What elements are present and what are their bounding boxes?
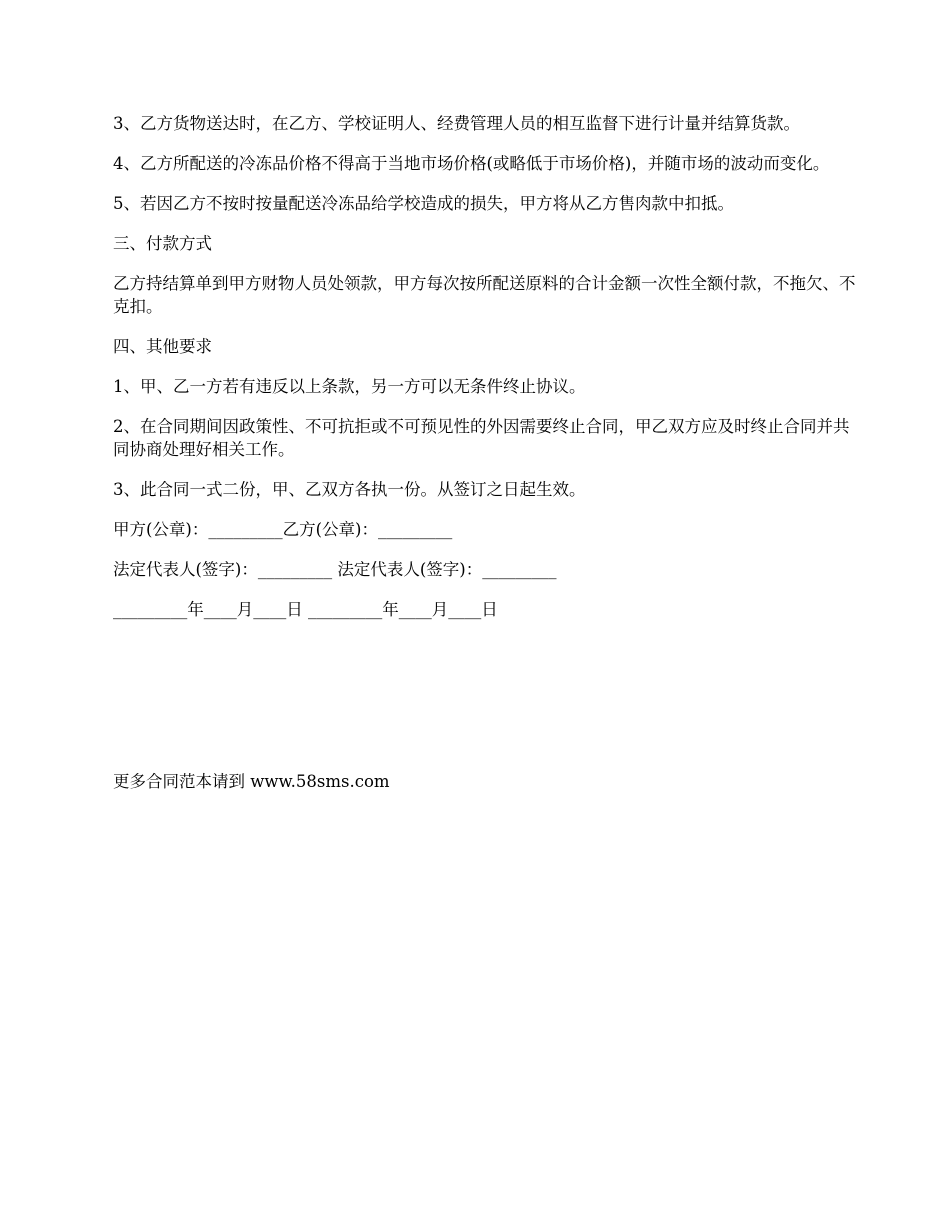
section-other-title: 四、其他要求	[113, 337, 212, 356]
clause-pricing: 4、乙方所配送的冷冻品价格不得高于当地市场价格(或略低于市场价格)，并随市场的波动而变化。	[113, 154, 830, 173]
clause-delivery-settlement: 3、乙方货物送达时，在乙方、学校证明人、经费管理人员的相互监督下进行计量并结算货款。	[113, 114, 800, 133]
clause-losses: 5、若因乙方不按时按量配送冷冻品给学校造成的损失，甲方将从乙方售肉款中扣抵。	[113, 194, 734, 213]
contract-body	[113, 112, 858, 638]
representative-line: 法定代表人(签字)：_________ 法定代表人(签字)：_________	[113, 560, 557, 579]
seal-line: 甲方(公章)：_________乙方(公章)：_________	[113, 520, 453, 539]
other-item-copies: 3、此合同一式二份，甲、乙双方各执一份。从签订之日起生效。	[113, 480, 586, 499]
section-payment-title: 三、付款方式	[113, 234, 212, 253]
other-item-force-majeure: 2、在合同期间因政策性、不可抗拒或不可预见性的外因需要终止合同，甲乙双方应及时终止合同并共同协商处理好相关工作。	[113, 417, 850, 459]
other-item-termination: 1、甲、乙一方若有违反以上条款，另一方可以无条件终止协议。	[113, 377, 586, 396]
footer-note: 更多合同范本请到 www.58sms.com	[113, 772, 390, 791]
section-payment-body: 乙方持结算单到甲方财物人员处领款，甲方每次按所配送原料的合计金额一次性全额付款，不拖欠、不克扣。	[113, 274, 856, 316]
date-line: _________年____月____日 _________年____月____日	[113, 600, 498, 619]
